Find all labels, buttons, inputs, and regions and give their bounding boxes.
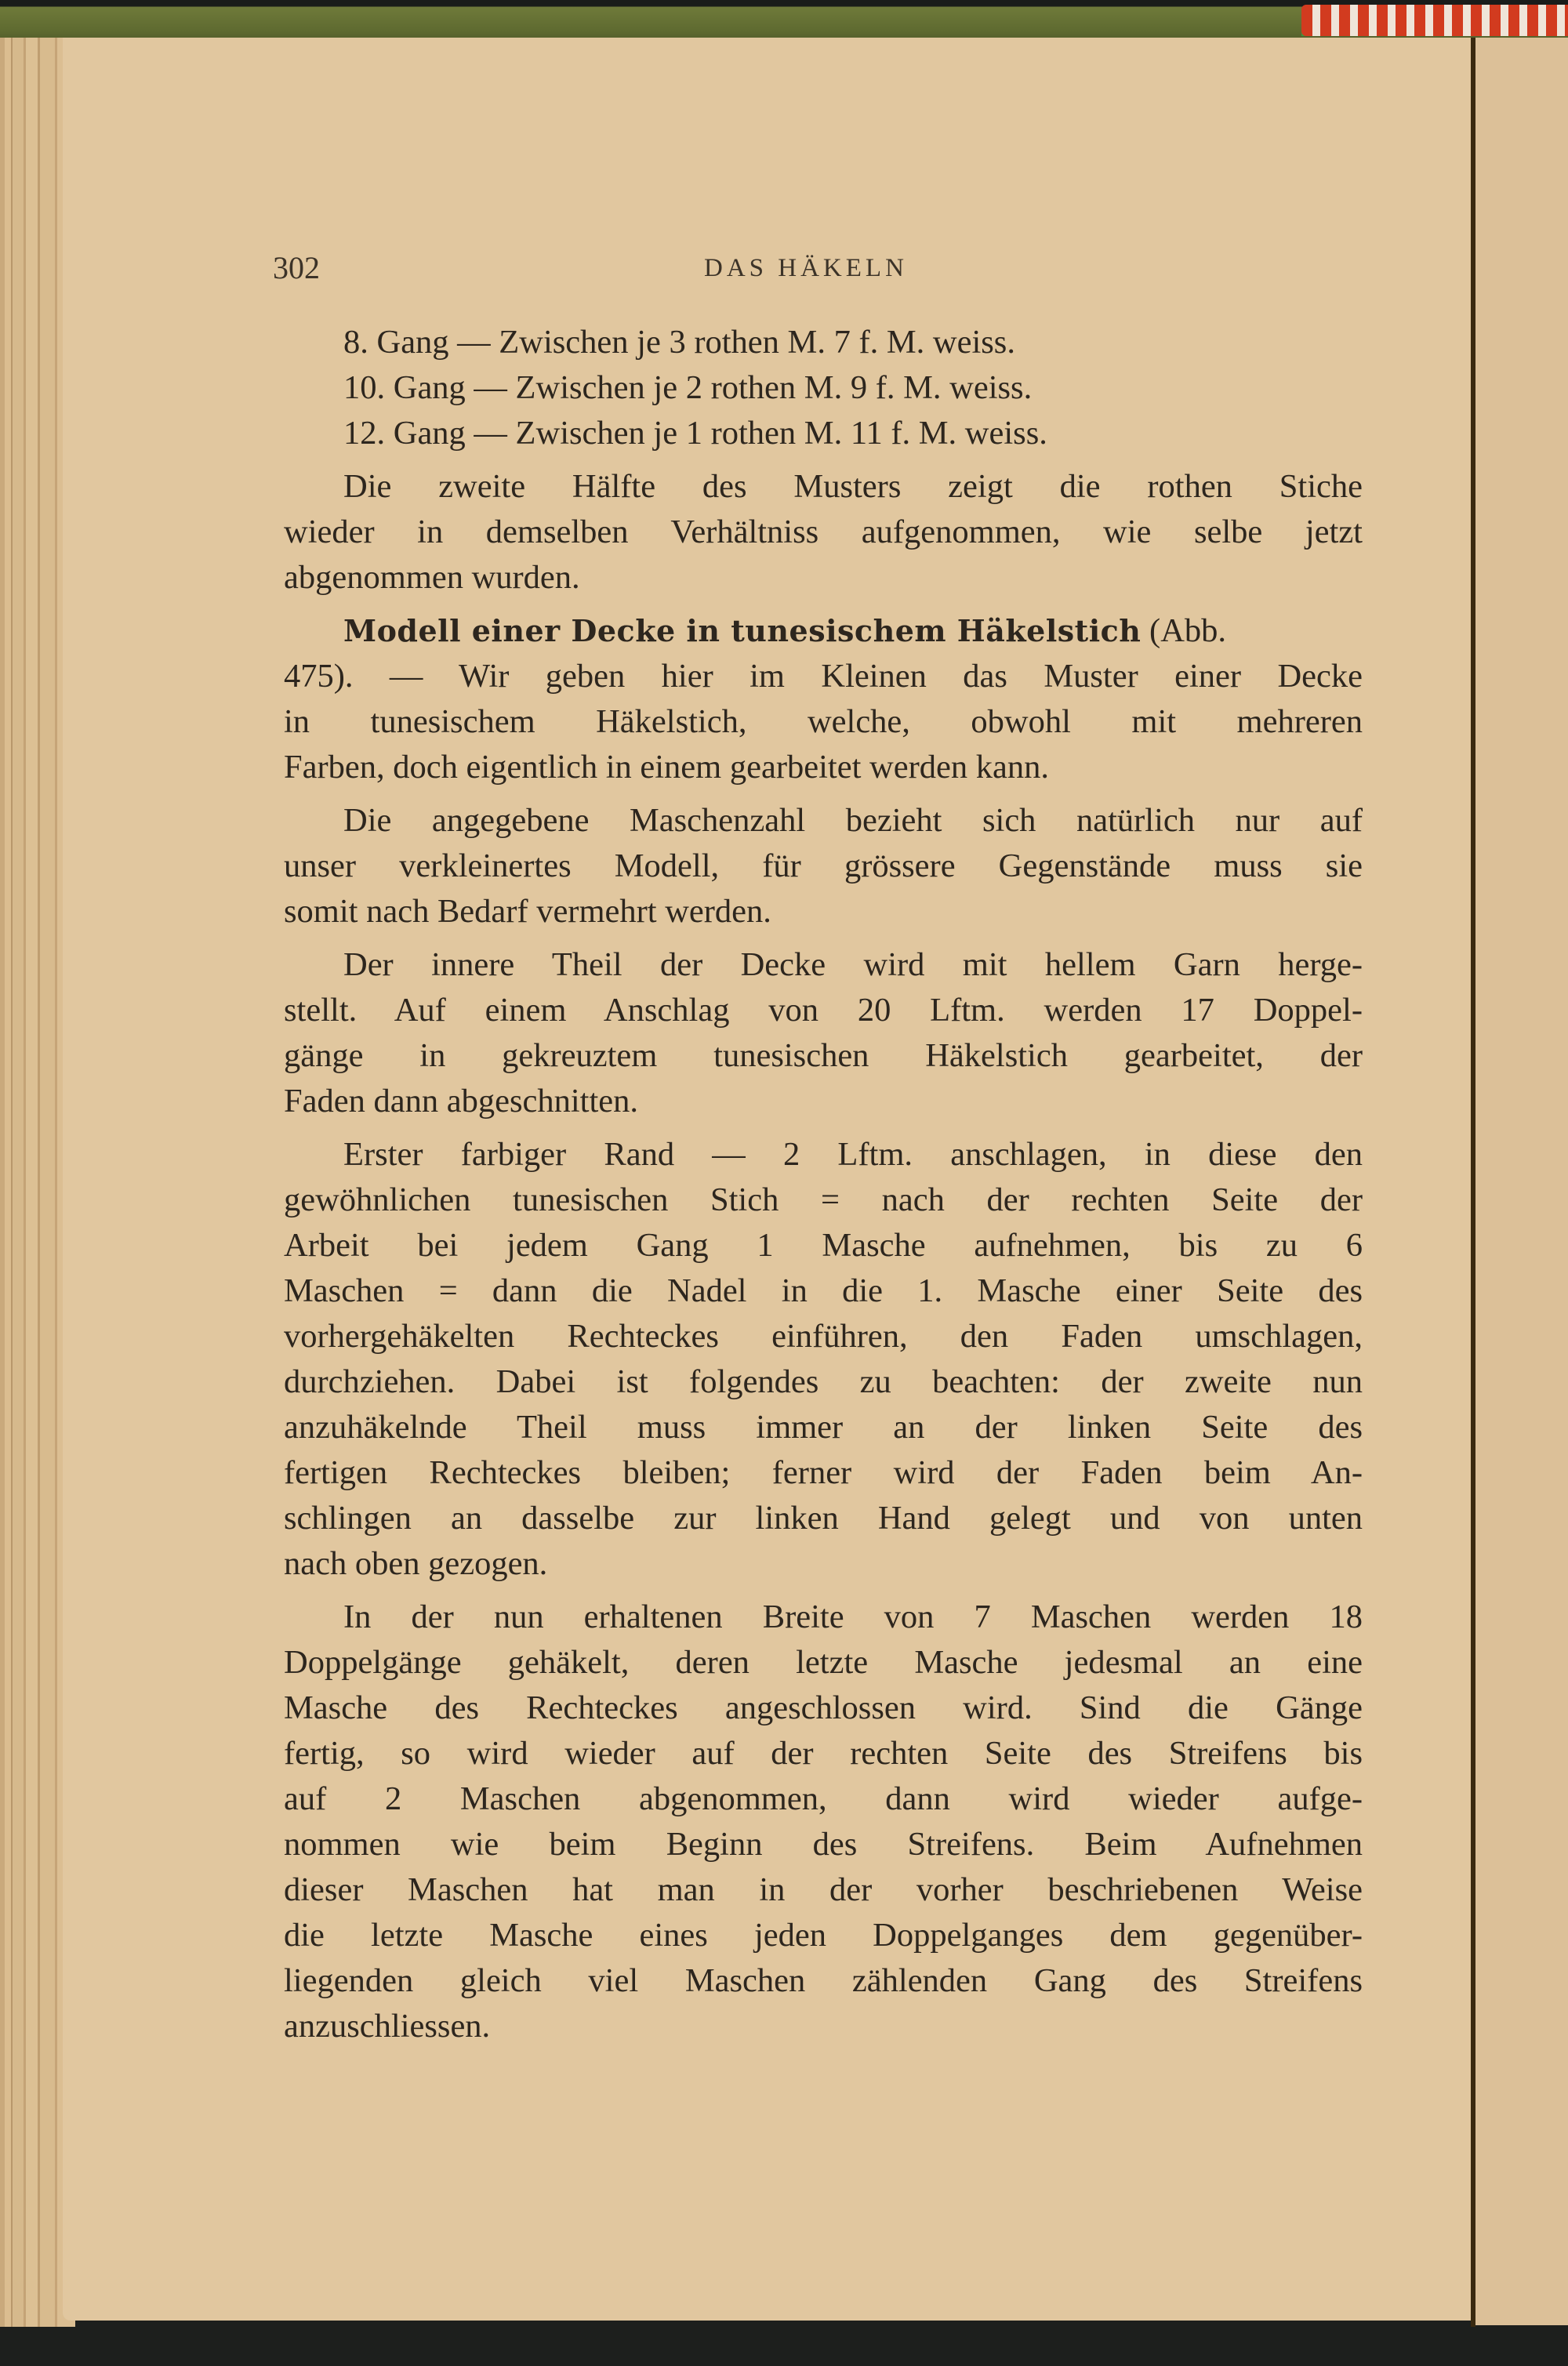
text-line: Die zweite Hälfte des Musters zeigt die rothen Stiche bbox=[343, 468, 1363, 505]
text-line: anzuhäkelnde Theil muss immer an der linken Seite des bbox=[284, 1409, 1363, 1446]
paragraph bbox=[284, 608, 1363, 790]
body-text bbox=[284, 320, 1363, 2049]
text-line: Farben, doch eigentlich in einem gearbeitet werden kann. bbox=[284, 749, 1049, 786]
text-line: anzuschliessen. bbox=[284, 2008, 491, 2045]
text-line: fertig, so wird wieder auf der rechten Seite des Streifens bis bbox=[284, 1735, 1363, 1772]
running-title: DAS HÄKELN bbox=[704, 254, 908, 282]
row-instruction-10: 10. Gang — Zwischen je 2 rothen M. 9 f. M. weiss. bbox=[343, 369, 1033, 406]
text-line: gewöhnlichen tunesischen Stich = nach der rechten Seite der bbox=[284, 1181, 1363, 1218]
paragraph bbox=[284, 1132, 1363, 1587]
text-line: liegenden gleich viel Maschen zählenden Gang des Streifens bbox=[284, 1962, 1363, 1999]
text-line: Masche des Rechteckes angeschlossen wird. Sind die Gänge bbox=[284, 1689, 1363, 1726]
text-line: Erster farbiger Rand — 2 Lftm. anschlagen, in diese den bbox=[343, 1136, 1363, 1173]
text-line: auf 2 Maschen abgenommen, dann wird wieder aufge- bbox=[284, 1780, 1363, 1817]
paragraph bbox=[284, 464, 1363, 601]
text-line: durchziehen. Dabei ist folgendes zu beachten: der zweite nun bbox=[284, 1363, 1363, 1400]
paragraph bbox=[284, 942, 1363, 1124]
text-line: fertigen Rechteckes bleiben; ferner wird der Faden beim An- bbox=[284, 1454, 1363, 1491]
text-line: unser verkleinertes Modell, für grössere Gegenstände muss sie bbox=[284, 847, 1363, 884]
text-line: wieder in demselben Verhältniss aufgenommen, wie selbe jetzt bbox=[284, 513, 1363, 550]
text-line: Arbeit bei jedem Gang 1 Masche aufnehmen, bis zu 6 bbox=[284, 1227, 1363, 1264]
paragraph bbox=[284, 798, 1363, 934]
text-line: Maschen = dann die Nadel in die 1. Masche einer Seite des bbox=[284, 1272, 1363, 1309]
text-line: In der nun erhaltenen Breite von 7 Maschen werden 18 bbox=[343, 1599, 1363, 1635]
text-line: nommen wie beim Beginn des Streifens. Beim Aufnehmen bbox=[284, 1826, 1363, 1863]
text-line bbox=[284, 608, 1363, 654]
row-instruction-8: 8. Gang — Zwischen je 3 rothen M. 7 f. M. weiss. bbox=[343, 324, 1015, 361]
facing-page bbox=[1475, 38, 1568, 2325]
text-line: Doppelgänge gehäkelt, deren letzte Masche jedesmal an eine bbox=[284, 1644, 1363, 1681]
text-line: nach oben gezogen. bbox=[284, 1545, 548, 1582]
text-line: somit nach Bedarf vermehrt werden. bbox=[284, 893, 771, 930]
text-line: Faden dann abgeschnitten. bbox=[284, 1083, 639, 1119]
paragraph bbox=[284, 1595, 1363, 2049]
figure-reference: (Abb. bbox=[1141, 612, 1227, 649]
text-line: schlingen an dasselbe zur linken Hand gelegt und von unten bbox=[284, 1500, 1363, 1537]
text-line: 475). — Wir geben hier im Kleinen das Muster einer Decke bbox=[284, 658, 1363, 695]
page-header bbox=[0, 249, 1568, 288]
text-line: die letzte Masche eines jeden Doppelganges dem gegenüber- bbox=[284, 1917, 1363, 1954]
row-instruction-12: 12. Gang — Zwischen je 1 rothen M. 11 f. M. weiss. bbox=[343, 415, 1047, 452]
page-number: 302 bbox=[273, 250, 320, 285]
text-line: Die angegebene Maschenzahl bezieht sich natürlich nur auf bbox=[343, 802, 1363, 839]
text-line: vorhergehäkelten Rechteckes einführen, den Faden umschlagen, bbox=[284, 1318, 1363, 1355]
headband bbox=[1301, 5, 1568, 36]
text-line: dieser Maschen hat man in der vorher beschriebenen Weise bbox=[284, 1871, 1363, 1908]
text-line: gänge in gekreuztem tunesischen Häkelstich gearbeitet, der bbox=[284, 1037, 1363, 1074]
text-line: Der innere Theil der Decke wird mit hellem Garn herge- bbox=[343, 946, 1363, 983]
text-line: abgenommen wurden. bbox=[284, 559, 580, 596]
book-cover-bottom bbox=[0, 2327, 1568, 2366]
text-line: in tunesischem Häkelstich, welche, obwohl mit mehreren bbox=[284, 703, 1363, 740]
text-line: stellt. Auf einem Anschlag von 20 Lftm. werden 17 Doppel- bbox=[284, 992, 1363, 1029]
section-heading: Modell einer Decke in tunesischem Häkelstich bbox=[343, 613, 1142, 648]
